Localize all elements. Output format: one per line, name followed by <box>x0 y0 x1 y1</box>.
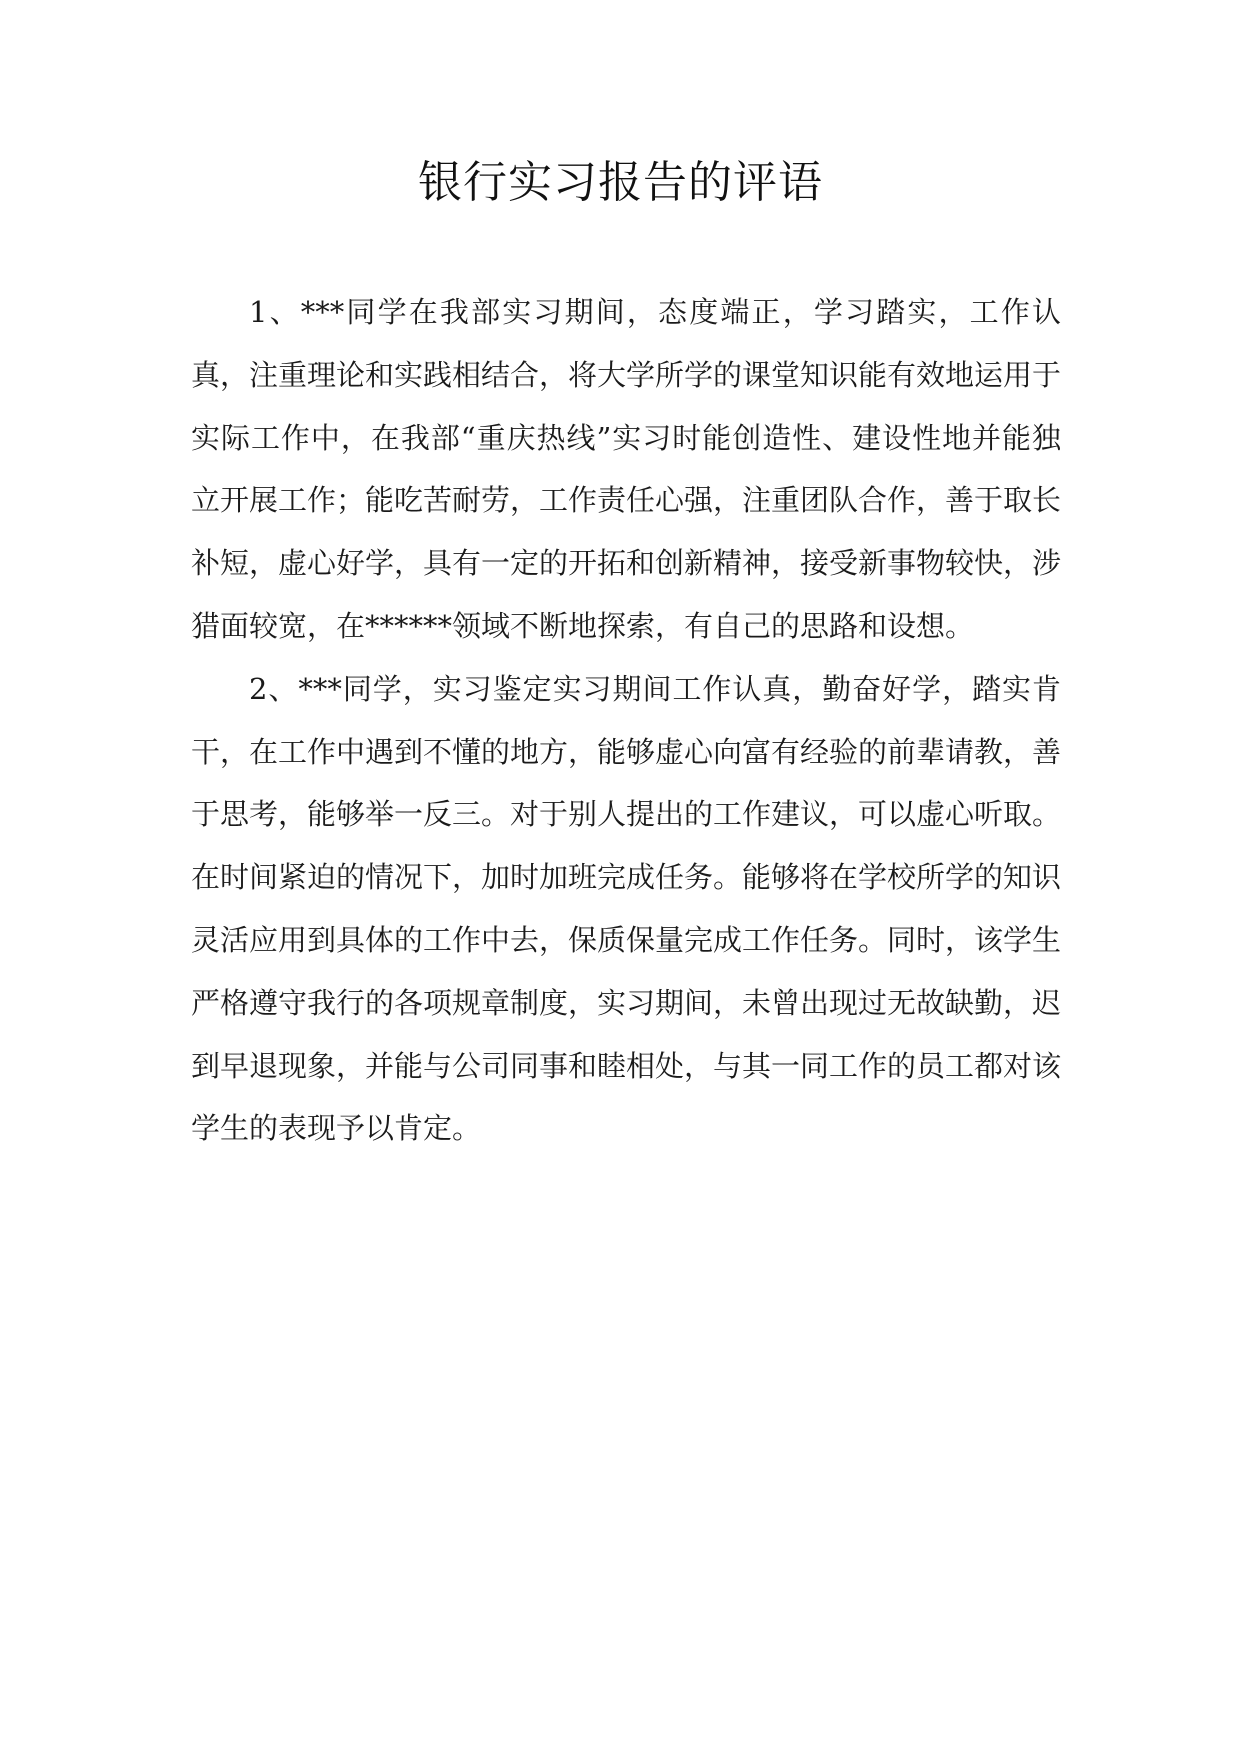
paragraph-2: 2、***同学，实习鉴定实习期间工作认真，勤奋好学，踏实肯干，在工作中遇到不懂的地方，能够虚心向富有经验的前辈请教，善于思考，能够举一反三。对于别人提出的工作建议，可以虚心听取。在时间紧迫的情况下，加时加班完成任务。能够将在学校所学的知识灵活应用到具体的工作中去，保质保量完成工作任务。同时，该学生严格遵守我行的各项规章制度，实习期间，未曾出现过无故缺勤，迟到早退现象，并能与公司同事和睦相处，与其一同工作的员工都对该学生的表现予以肯定。 <box>191 671 1062 1146</box>
paragraph-1: 1、***同学在我部实习期间，态度端正，学习踏实，工作认真，注重理论和实践相结合，将大学所学的课堂知识能有效地运用于实际工作中，在我部“重庆热线”实习时能创造性、建设性地并能独立开展工作；能吃苦耐劳，工作责任心强，注重团队合作，善于取长补短，虚心好学，具有一定的开拓和创新精神，接受新事物较快，涉猎面较宽，在******领域不断地探索，有自己的思路和设想。 <box>191 295 1062 643</box>
document-title: 银行实习报告的评语 <box>418 157 823 208</box>
document-body <box>191 281 1061 1160</box>
